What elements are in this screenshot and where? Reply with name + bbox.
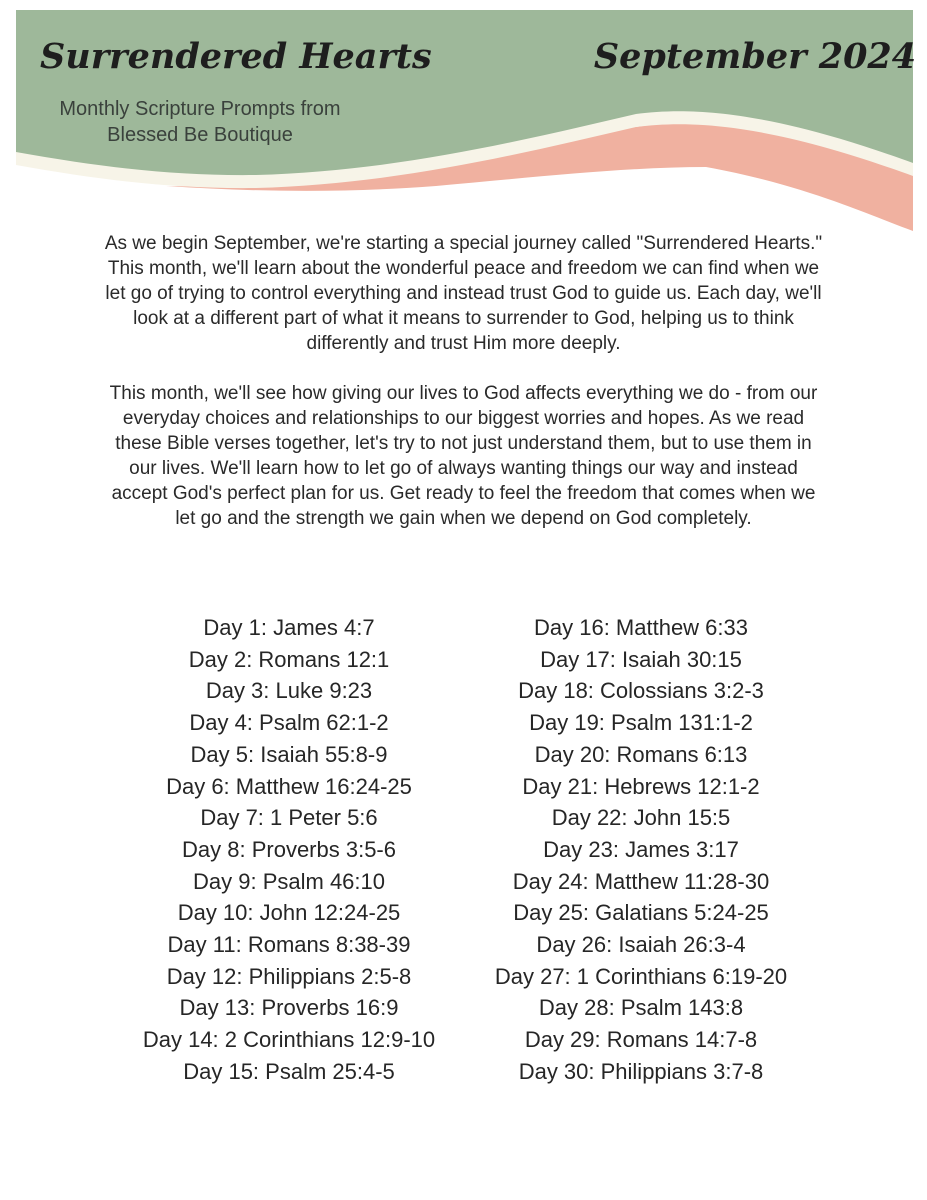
schedule-item: Day 24: Matthew 11:28-30 [512,868,770,894]
schedule-item: Day 15: Psalm 25:4-5 [183,1058,395,1084]
schedule-item: Day 13: Proverbs 16:9 [179,995,399,1021]
paragraph-line: This month, we'll see how giving our lives to God affects everything we do - from our [109,383,818,404]
schedule-item: Day 21: Hebrews 12:1-2 [522,773,760,799]
intro-paragraph-1 [0,231,927,356]
schedule-item: Day 3: Luke 9:23 [205,678,373,704]
schedule-item: Day 4: Psalm 62:1-2 [189,710,389,736]
schedule-item: Day 30: Philippians 3:7-8 [518,1058,764,1084]
schedule-item: Day 9: Psalm 46:10 [193,868,385,894]
paragraph-line: these Bible verses together, let's try to not just understand them, but to use them in [115,433,812,454]
schedule-column-right [495,612,787,1088]
subtitle-line: Monthly Scripture Prompts from [59,98,341,120]
schedule-item: Day 23: James 3:17 [543,836,739,862]
paragraph-line: our lives. We'll learn how to let go of always wanting things our way and instead [129,458,798,479]
schedule-item: Day 25: Galatians 5:24-25 [513,900,769,926]
paragraph-line: everyday choices and relationships to our biggest worries and hopes. As we read [122,408,805,429]
schedule-item: Day 2: Romans 12:1 [188,646,390,672]
schedule-item: Day 17: Isaiah 30:15 [540,646,742,672]
schedule-item: Day 6: Matthew 16:24-25 [166,773,412,799]
schedule-item: Day 8: Proverbs 3:5-6 [182,836,396,862]
schedule-item: Day 19: Psalm 131:1-2 [529,710,753,736]
schedule-item: Day 16: Matthew 6:33 [533,615,749,640]
header-subtitle [40,96,360,148]
schedule-item: Day 26: Isaiah 26:3-4 [536,932,746,958]
subtitle-line: Blessed Be Boutique [107,124,293,146]
schedule-item: Day 18: Colossians 3:2-3 [518,678,764,704]
schedule-item: Day 27: 1 Corinthians 6:19-20 [494,963,788,989]
paragraph-line: let go of trying to control everything and instead trust God to guide us. Each day, we'll [105,283,822,304]
schedule-item: Day 20: Romans 6:13 [534,741,748,767]
schedule-item: Day 5: Isaiah 55:8-9 [190,741,388,767]
paragraph-line: This month, we'll learn about the wonderful peace and freedom we can find when we [107,258,820,279]
paragraph-line: As we begin September, we're starting a special journey called "Surrendered Hearts." [104,233,823,254]
schedule-item: Day 12: Philippians 2:5-8 [166,963,412,989]
header-date: September 2024 [593,36,917,77]
paragraph-line: look at a different part of what it means to surrender to God, helping us to think [133,308,794,329]
page-title: Surrendered Hearts [40,36,432,77]
schedule-item: Day 7: 1 Peter 5:6 [200,805,378,831]
schedule-item: Day 22: John 15:5 [551,805,731,831]
intro-paragraph-2 [0,381,927,531]
schedule-item: Day 1: James 4:7 [203,615,375,640]
schedule-item: Day 28: Psalm 143:8 [538,995,744,1021]
schedule-item: Day 29: Romans 14:7-8 [524,1027,758,1053]
schedule-item: Day 11: Romans 8:38-39 [167,932,411,958]
schedule-item: Day 10: John 12:24-25 [177,900,401,926]
paragraph-line: accept God's perfect plan for us. Get ready to feel the freedom that comes when we [111,483,816,504]
schedule-item: Day 14: 2 Corinthians 12:9-10 [142,1027,436,1053]
paragraph-line: differently and trust Him more deeply. [306,333,621,354]
schedule-column-left [143,612,435,1088]
paragraph-line: let go and the strength we gain when we depend on God completely. [175,508,752,529]
